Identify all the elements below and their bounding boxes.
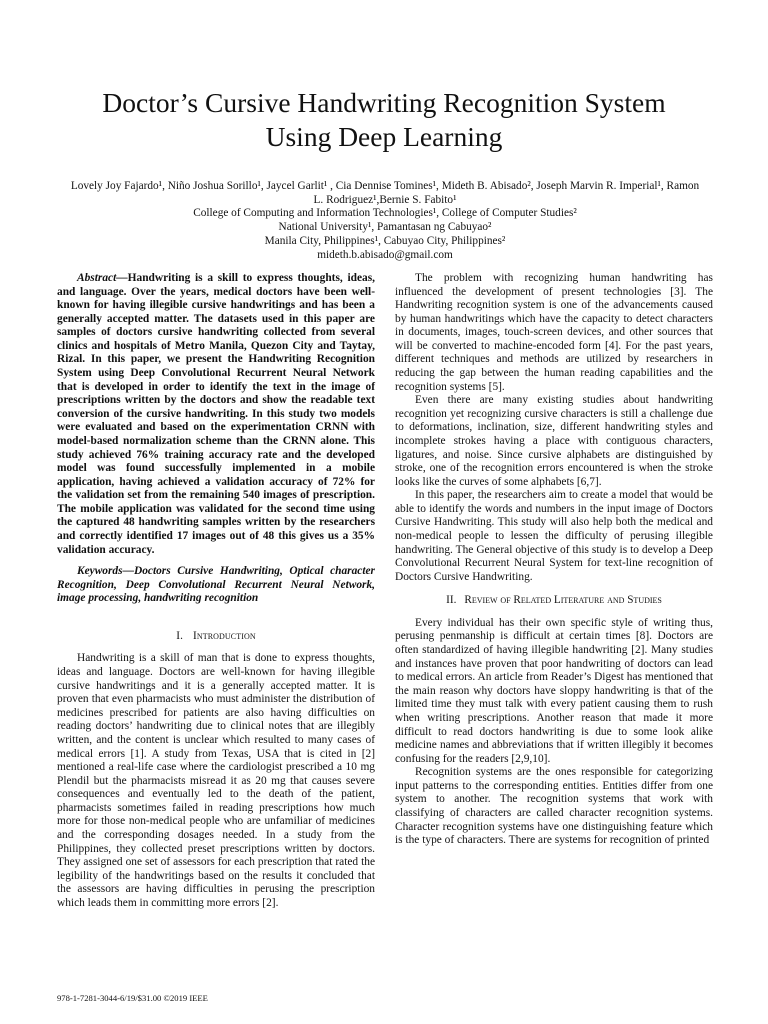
intro-paragraph-3: Even there are many existing studies about handwriting recognition yet recognizing cursive characters is still a challenge due to deformations, inclination, size, different handwriting styles and incomplete strokes having a place with contiguous characters, ligatures, and noise. Since cursive alphabets are distinguished by stroke, one of the recognition errors encountered is when the stroke looks like the curves of some alphabets [6,7]. <box>395 394 713 488</box>
intro-paragraph-4: In this paper, the researchers aim to create a model that would be able to identify the words and numbers in the input image of Doctors Cursive Handwriting. This study will also help both the medical and non-medical people to lessen the difficulty of perusing illegible handwriting. The General objective of this study is to develop a Deep Convolutional Recurrent Neural System for text-line recognition of Doctors Cursive Handwriting. <box>395 489 713 583</box>
section-heading-introduction <box>57 630 375 644</box>
intro-paragraph-2: The problem with recognizing human handwriting has influenced the development of present technologies [3]. The Handwriting recognition system is one of the advancements caused by human handwritings which have the capacity to detect characters in documents, images, touch-screen devices, and other sources that will be converted to machine-encoded form [4]. For the past years, different techniques and methods are utilized by researchers in reducing the gap between the human reading capabilities and the recognition systems [5]. <box>395 272 713 393</box>
affiliation-line-3: Manila City, Philippines¹, Cabuyao City, Philippines² <box>264 234 506 247</box>
copyright-footer: 978-1-7281-3044-6/19/$31.00 ©2019 IEEE <box>57 993 208 1003</box>
authors-line-2: L. Rodriguez¹,Bernie S. Fabito¹ <box>313 193 457 206</box>
authors-line-1: Lovely Joy Fajardo¹, Niño Joshua Sorillo¹, Jaycel Garlit¹ , Cia Dennise Tomines¹, Mideth B. Abisado², Joseph Marvin R. Imperial¹, Ramon <box>70 180 700 192</box>
section-heading-related-literature <box>395 594 713 608</box>
abstract <box>57 272 375 557</box>
left-column <box>57 272 375 910</box>
section-title: Introduction <box>193 629 256 642</box>
title-line-1: Doctor’s Cursive Handwriting Recognition System <box>102 87 666 118</box>
right-column <box>395 272 713 848</box>
affiliation-line-2: National University¹, Pamantasan ng Cabuyao² <box>278 221 492 234</box>
affiliation-line-1: College of Computing and Information Technologies¹, College of Computer Studies² <box>193 207 577 220</box>
rrl-paragraph-1: Every individual has their own specific style of writing thus, perusing penmanship is difficult at certain times [8]. Doctors are often standardized of having illegible handwriting [2]. Many studies and instances have proven that poor handwriting of doctors can lead to medical errors. An article from Reader’s Digest has mentioned that the main reason why doctors have sloppy handwriting is that of the limited time they must talk with every patient causing them to rush when writing prescriptions. Another reason that made it more difficult to read doctors handwriting is due to some look alike medicine names and abbreviations that if written illegibly it becomes confusing for the readers [2,9,10]. <box>395 616 713 765</box>
keywords <box>57 565 375 606</box>
section-title: Review of Related Literature and Studies <box>464 594 662 607</box>
title-line-2: Using Deep Learning <box>265 121 503 152</box>
intro-paragraph-1: Handwriting is a skill of man that is done to express thoughts, ideas and language. Doctors are well-known for having illegible cursive handwritings and it is a generally accepted matter. It is proven that even pharmacists who must administer the distribution of medicines prescribed for patients are also having difficulties on reading doctors’ handwriting due to clinical notes that are illegibly written, and the content is unclear which resulted to many cases of medical errors [1]. A study from Texas, USA that is cited in [2] mentioned a real-life case where the cardiologist prescribed a 10 mg Plendil but the pharmacists misread it as 20 mg that causes severe consequences and eventually led to the death of the patient, pharmacists sometimes failed in reading prescriptions how much more for those non-medical people who are unfamiliar of medicines and the corresponding dosages needed. In a study from the Philippines, they collected preset prescriptions written by doctors. They assigned one set of assessors for each prescription that rated the legibility of the handwritings based on the results it concluded that the assessors are having difficulties in perusing the prescription which leads them in committing more errors [2]. <box>57 652 375 909</box>
author-block <box>54 180 716 262</box>
keywords-label: Keywords— <box>77 565 134 578</box>
section-number: I. <box>176 629 184 642</box>
abstract-label: Abstract— <box>77 272 128 284</box>
keywords-text: Doctors Cursive Handwriting, Optical character Recognition, Deep Convolutional Recurrent Neural Network, image processing, handwriting recognition <box>57 565 375 605</box>
author-email: mideth.b.abisado@gmail.com <box>317 248 453 261</box>
section-number: II. <box>446 594 457 607</box>
rrl-paragraph-2: Recognition systems are the ones responsible for categorizing input patterns to the corresponding entities. Entities differ from one system to another. The recognition systems that work with classifying of characters are called character recognition systems. Character recognition systems have one distinguishing feature which is the type of characters. There are systems for recognition of printed <box>395 766 713 847</box>
abstract-text: Handwriting is a skill to express thoughts, ideas, and language. Over the years, medical doctors have been well-known for having illegible cursive handwritings and has been a generally accepted matter. The datasets used in this paper are samples of doctors cursive handwriting collected from several clinics and hospitals of Metro Manila, Quezon City and Taytay, Rizal. In this paper, we present the Handwriting Recognition System using Deep Convolutional Recurrent Neural Network that is developed in order to identify the text in the image of prescriptions written by the doctors and show the readable text conversion of the cursive handwriting. In this study two models were evaluated and based on the experimentation CRNN with model-based normalization scheme than the CRNN alone. This study achieved 76% training accuracy rate and the developed model was found successfully implemented in a mobile application, having achieved a validation accuracy of 72% for the validation set from the remaining 540 images of prescription. The mobile application was validated for the second time using the captured 48 handwriting samples written by the researchers and correctly identified 17 images out of 48 this gives us a 35% validation accuracy. <box>57 272 375 556</box>
paper-title <box>40 86 728 154</box>
